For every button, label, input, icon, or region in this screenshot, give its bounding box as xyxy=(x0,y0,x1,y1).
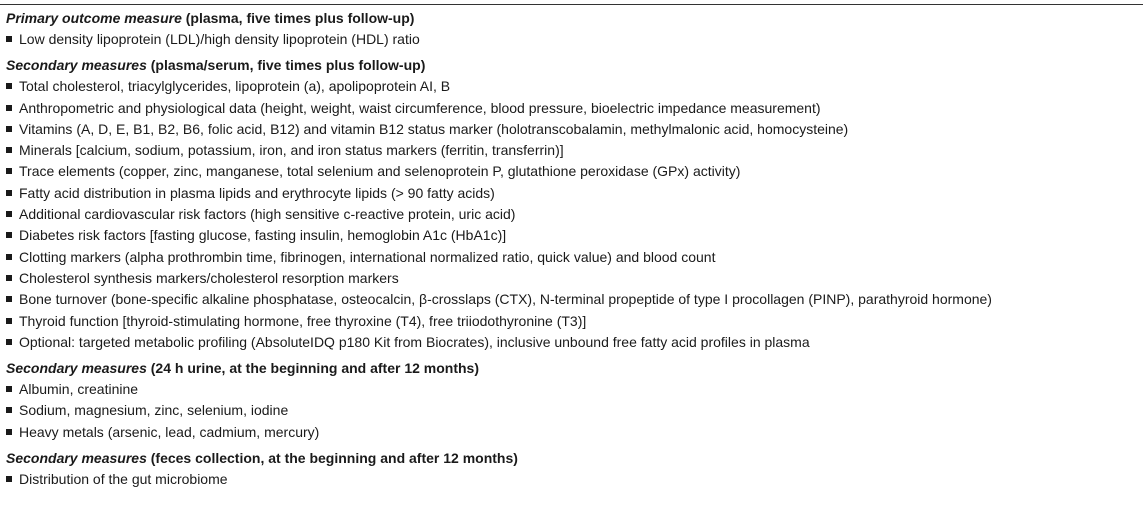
section-0 xyxy=(6,8,1137,50)
list-item-text: Anthropometric and physiological data (height, weight, waist circumference, blood pressure, bioelectric impedance measurement) xyxy=(19,99,821,116)
square-bullet-icon xyxy=(6,318,12,324)
list-item-text: Heavy metals (arsenic, lead, cadmium, mercury) xyxy=(19,423,320,440)
section-heading xyxy=(6,55,1137,76)
top-rule xyxy=(0,4,1143,5)
section-heading-detail: (24 h urine, at the beginning and after 12 months) xyxy=(146,360,480,377)
list-item xyxy=(6,422,1137,443)
square-bullet-icon xyxy=(6,126,12,132)
square-bullet-icon xyxy=(6,339,12,345)
list-item xyxy=(6,332,1137,353)
list-item-text: Vitamins (A, D, E, B1, B2, B6, folic acid, B12) and vitamin B12 status marker (holotranscobalamin, methylmalonic acid, homocysteine) xyxy=(19,120,849,137)
section-heading-italic: Secondary measures xyxy=(6,57,147,74)
list-item xyxy=(6,140,1137,161)
list-item-text: Fatty acid distribution in plasma lipids and erythrocyte lipids (> 90 fatty acids) xyxy=(19,184,495,201)
section-heading xyxy=(6,358,1137,379)
section-3 xyxy=(6,448,1137,490)
section-1 xyxy=(6,55,1137,353)
square-bullet-icon xyxy=(6,190,12,196)
list-item xyxy=(6,183,1137,204)
square-bullet-icon xyxy=(6,147,12,153)
list-item xyxy=(6,225,1137,246)
section-heading-detail: (feces collection, at the beginning and after 12 months) xyxy=(146,450,518,467)
list-item xyxy=(6,469,1137,490)
list-item-text: Additional cardiovascular risk factors (high sensitive c-reactive protein, uric acid) xyxy=(19,206,516,223)
list-item xyxy=(6,29,1137,50)
section-2 xyxy=(6,358,1137,443)
list-item-text: Total cholesterol, triacylglycerides, lipoprotein (a), apolipoprotein AI, B xyxy=(19,78,451,95)
section-items xyxy=(6,29,1137,50)
square-bullet-icon xyxy=(6,254,12,260)
section-heading-detail: (plasma/serum, five times plus follow-up) xyxy=(146,57,426,74)
section-items xyxy=(6,76,1137,353)
list-item-text: Albumin, creatinine xyxy=(19,381,139,398)
list-item xyxy=(6,400,1137,421)
square-bullet-icon xyxy=(6,36,12,42)
section-heading xyxy=(6,448,1137,469)
square-bullet-icon xyxy=(6,429,12,435)
list-item xyxy=(6,379,1137,400)
square-bullet-icon xyxy=(6,476,12,482)
square-bullet-icon xyxy=(6,168,12,174)
list-item xyxy=(6,247,1137,268)
list-item-text: Distribution of the gut microbiome xyxy=(19,471,228,488)
list-item xyxy=(6,76,1137,97)
list-item xyxy=(6,161,1137,182)
square-bullet-icon xyxy=(6,386,12,392)
list-item-text: Low density lipoprotein (LDL)/high density lipoprotein (HDL) ratio xyxy=(19,31,420,47)
list-item-text: Diabetes risk factors [fasting glucose, fasting insulin, hemoglobin A1c (HbA1c)] xyxy=(19,227,507,244)
section-heading-italic: Secondary measures xyxy=(6,360,147,377)
square-bullet-icon xyxy=(6,83,12,89)
list-item-text: Cholesterol synthesis markers/cholesterol resorption markers xyxy=(19,269,399,286)
list-item-text: Thyroid function [thyroid-stimulating hormone, free thyroxine (T4), free triiodothyronine (T3)] xyxy=(19,312,587,329)
list-item xyxy=(6,98,1137,119)
section-heading xyxy=(6,8,1137,29)
section-heading-italic: Secondary measures xyxy=(6,450,147,467)
section-items xyxy=(6,379,1137,443)
square-bullet-icon xyxy=(6,232,12,238)
list-item-text: Trace elements (copper, zinc, manganese, total selenium and selenoprotein P, glutathione peroxidase (GPx) activity) xyxy=(19,163,741,180)
section-items xyxy=(6,469,1137,490)
square-bullet-icon xyxy=(6,105,12,111)
list-item xyxy=(6,311,1137,332)
list-item xyxy=(6,268,1137,289)
list-item xyxy=(6,119,1137,140)
measures-list xyxy=(6,8,1137,490)
section-heading-detail: (plasma, five times plus follow-up) xyxy=(181,10,415,26)
square-bullet-icon xyxy=(6,407,12,413)
square-bullet-icon xyxy=(6,296,12,302)
list-item-text: Bone turnover (bone-specific alkaline phosphatase, osteocalcin, β-crosslaps (CTX), N-terminal propeptide of type I procollagen (PINP), parathyroid hormone) xyxy=(19,291,992,308)
list-item-text: Clotting markers (alpha prothrombin time, fibrinogen, international normalized ratio, quick value) and blood count xyxy=(19,248,716,265)
section-heading-italic: Primary outcome measure xyxy=(6,10,182,26)
list-item xyxy=(6,289,1137,310)
list-item-text: Minerals [calcium, sodium, potassium, iron, and iron status markers (ferritin, transferrin)] xyxy=(19,142,564,159)
list-item-text: Sodium, magnesium, zinc, selenium, iodine xyxy=(19,402,289,419)
square-bullet-icon xyxy=(6,211,12,217)
list-item-text: Optional: targeted metabolic profiling (AbsoluteIDQ p180 Kit from Biocrates), inclusive unbound free fatty acid profiles in plasma xyxy=(19,333,810,350)
list-item xyxy=(6,204,1137,225)
square-bullet-icon xyxy=(6,275,12,281)
